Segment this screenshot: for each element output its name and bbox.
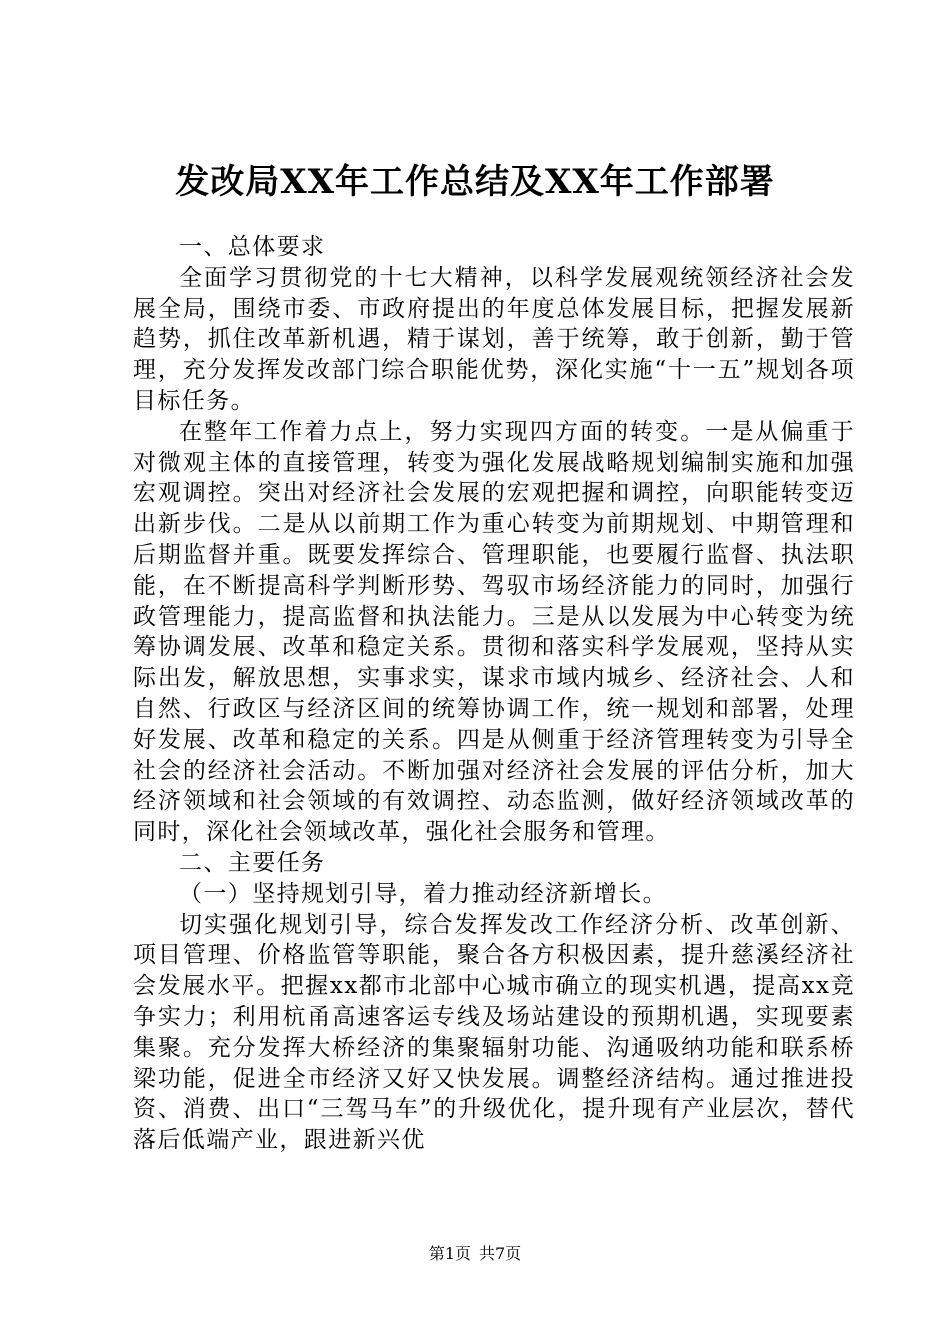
document-title: 发改局XX年工作总结及XX年工作部署 xyxy=(175,162,775,202)
section-heading: 二、主要任务 xyxy=(179,849,326,876)
body-paragraph: 在整年工作着力点上，努力实现四方面的转变。一是从偏重于对微观主体的直接管理，转变为强化发展战略规划编制实施和加强宏观调控。突出对经济社会发展的宏观把握和调控，向职能转变迈出新步伐。二是从以前期工作为重心转变为前期规划、中期管理和后期监督并重。既要发挥综合、管理职能，也要履行监督、执法职能，在不断提高科学判断形势、驾驭市场经济能力的同时，加强行政管理能力，提高监督和执法能力。三是从以发展为中心转变为统筹协调发展、改革和稳定关系。贯彻和落实科学发展观，坚持从实际出发，解放思想，实事求实，谋求市域内城乡、经济社会、人和自然、行政区与经济区间的统筹协调工作，统一规划和部署，处理好发展、改革和稳定的关系。四是从侧重于经济管理转变为引导全社会的经济社会活动。不断加强对经济社会发展的评估分析，加大经济领域和社会领域的有效调控、动态监测，做好经济领域改革的同时，深化社会领域改革，强化社会服务和管理。 xyxy=(133,418,855,846)
page-total: 共7页 xyxy=(479,1244,522,1263)
subsection-heading: （一）坚持规划引导，着力推动经济新增长。 xyxy=(179,880,667,907)
document-body xyxy=(133,232,855,1156)
section-heading: 一、总体要求 xyxy=(179,234,326,260)
body-paragraph: 全面学习贯彻党的十七大精神，以科学发展观统领经济社会发展全局，围绕市委、市政府提出的年度总体发展目标，把握发展新趋势，抓住改革新机遇，精于谋划，善于统筹，敢于创新，勤于管理，充分发挥发改部门综合职能优势，深化实施“十一五”规划各项目标任务。 xyxy=(133,264,855,414)
page-number: 第1页 xyxy=(428,1244,471,1263)
body-paragraph: 切实强化规划引导，综合发挥发改工作经济分析、改革创新、项目管理、价格监管等职能，聚合各方积极因素，提升慈溪经济社会发展水平。把握xx都市北部中心城市确立的现实机遇，提高xx竞争实力；利用杭甬高速客运专线及场站建设的预期机遇，实现要素集聚。充分发挥大桥经济的集聚辐射功能、沟通吸纳功能和联系桥梁功能，促进全市经济又好又快发展。调整经济结构。通过推进投资、消费、出口“三驾马车”的升级优化，提升现有产业层次，替代落后低端产业，跟进新兴优 xyxy=(133,911,855,1154)
page-footer xyxy=(0,1244,950,1264)
